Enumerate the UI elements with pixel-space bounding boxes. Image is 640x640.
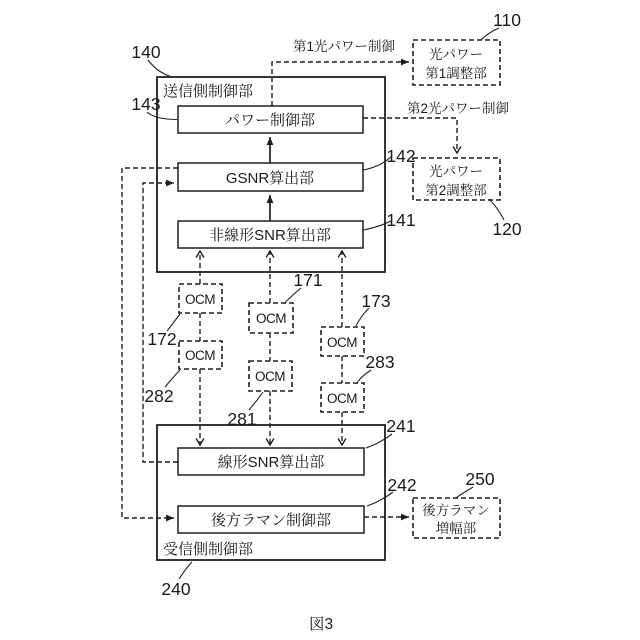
ref-250: 250	[465, 469, 495, 489]
optical-power-adjuster2-label-line1: 光パワー	[429, 164, 483, 179]
ref-281: 281	[227, 409, 257, 429]
tx-controller-block	[157, 77, 385, 272]
ref-140: 140	[131, 42, 161, 62]
power-control-label: パワー制御部	[224, 112, 316, 129]
optical-power-adjuster2-label-line2: 第2調整部	[425, 183, 487, 198]
ocm-172-label: OCM	[185, 292, 215, 307]
linear-snr-calculator-label: 線形SNR算出部	[217, 454, 325, 471]
ref-240: 240	[161, 579, 191, 599]
rx-controller-label: 受信側制御部	[163, 541, 254, 558]
ocm-281-label: OCM	[255, 369, 285, 384]
ref-171: 171	[293, 270, 323, 290]
ref-282: 282	[144, 386, 174, 406]
ref-172: 172	[147, 329, 177, 349]
nonlinear-snr-calculator-label: 非線形SNR算出部	[209, 227, 331, 244]
ref-241: 241	[386, 416, 416, 436]
figure-caption: 図3	[308, 616, 334, 633]
optical-power-adjuster1-label-line2: 第1調整部	[425, 66, 487, 81]
ocm-283-label: OCM	[327, 391, 357, 406]
optical-power-adjuster1-label-line1: 光パワー	[429, 47, 483, 62]
ref-143: 143	[131, 94, 161, 114]
ocm-171-label: OCM	[256, 311, 286, 326]
ref-173: 173	[361, 291, 391, 311]
ref-120: 120	[492, 219, 522, 239]
ref-142: 142	[386, 146, 416, 166]
backward-raman-amplifier-label-line1: 後方ラマン	[422, 503, 490, 518]
ref-242: 242	[387, 475, 417, 495]
backward-raman-amplifier-label-line2: 増幅部	[435, 521, 477, 536]
gsnr-calculator-label: GSNR算出部	[225, 170, 315, 187]
ocm-173-label: OCM	[327, 335, 357, 350]
backward-raman-controller-label: 後方ラマン制御部	[210, 512, 332, 529]
ref-283: 283	[365, 352, 395, 372]
first-power-control-signal-label: 第1光パワー制御	[292, 39, 396, 54]
tx-controller-label: 送信側制御部	[163, 83, 254, 100]
ref-110: 110	[493, 10, 521, 30]
ocm-282-label: OCM	[185, 348, 215, 363]
ref-141: 141	[386, 210, 416, 230]
second-power-control-signal-label: 第2光パワー制御	[406, 101, 510, 116]
